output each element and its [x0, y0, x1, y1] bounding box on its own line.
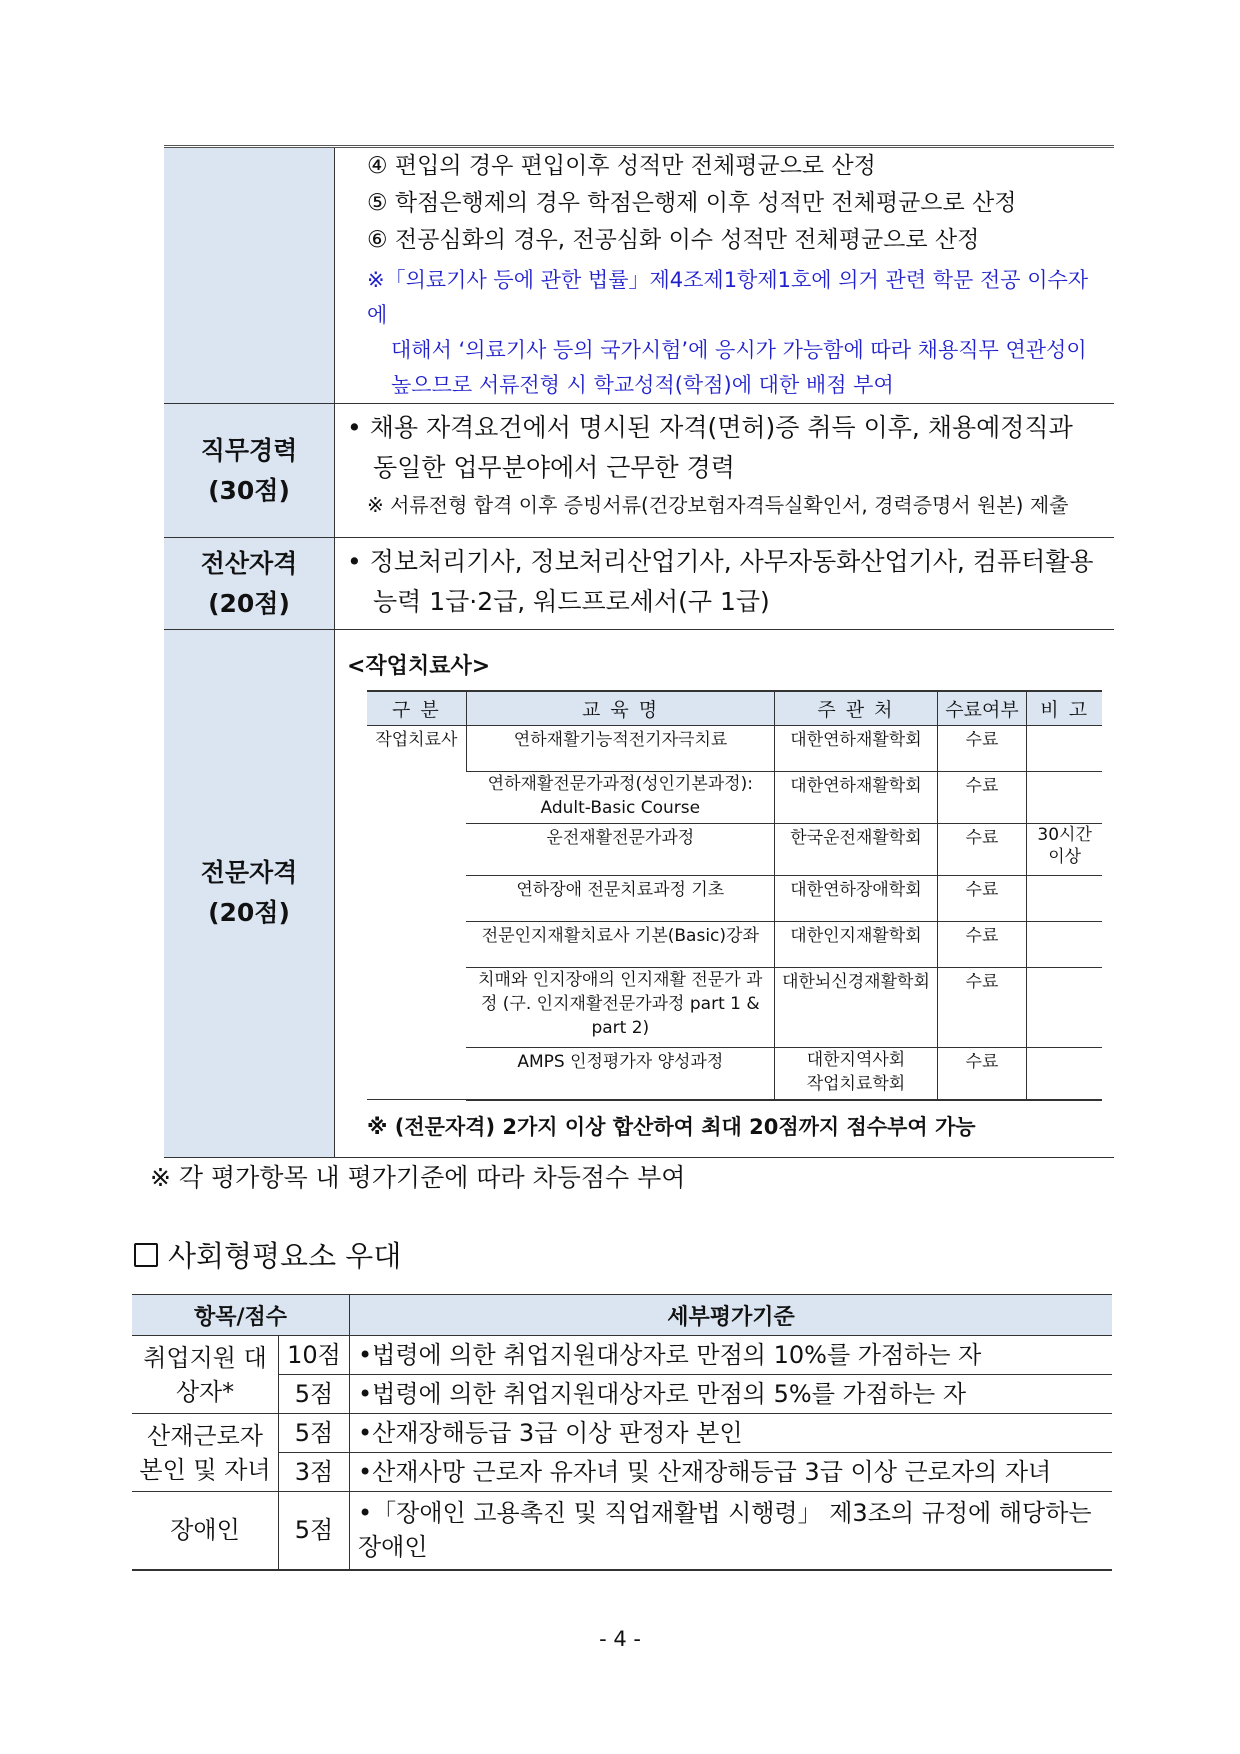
grade-rule-5: ⑤ 학점은행제의 경우 학점은행제 이후 성적만 전체평균으로 산정 — [367, 190, 1017, 216]
job-experience-points: (30점) — [208, 475, 290, 505]
evaluation-criteria-table — [164, 145, 1114, 1158]
col-header-remark: 비 고 — [1027, 691, 1102, 726]
course-status: 수료 — [937, 968, 1027, 1048]
pro-cert-label — [164, 630, 335, 1158]
equity-points: 3점 — [279, 1453, 350, 1492]
equity-criteria: •산재장해등급 3급 이상 판정자 본인 — [350, 1414, 1113, 1453]
pro-cert-row — [164, 630, 1114, 1158]
table-row — [132, 1375, 1112, 1414]
equity-criteria: •산재사망 근로자 유자녀 및 산재장해등급 3급 이상 근로자의 자녀 — [350, 1453, 1113, 1492]
col-header-completion: 수료여부 — [937, 691, 1027, 726]
table-row — [132, 1453, 1112, 1492]
course-name: 운전재활전문가과정 — [466, 824, 775, 876]
col-header-organizer: 주 관 처 — [775, 691, 937, 726]
course-status: 수료 — [937, 824, 1027, 876]
equity-criteria: •법령에 의한 취업지원대상자로 만점의 10%를 가점하는 자 — [350, 1336, 1113, 1375]
course-name: 치매와 인지장애의 인지재활 전문가 과정 (구. 인지재활전문가과정 part 1 & part 2) — [466, 968, 775, 1048]
table-row — [367, 1048, 1102, 1100]
course-table — [367, 690, 1102, 1101]
job-experience-row — [164, 404, 1114, 538]
course-remark — [1027, 968, 1102, 1048]
pro-cert-points: (20점) — [208, 898, 290, 928]
it-cert-bullet-line: • 정보처리기사, 정보처리산업기사, 사무자동화산업기사, 컴퓨터활용 — [347, 547, 1094, 576]
table-row — [367, 824, 1102, 876]
equity-criteria: •「장애인 고용촉진 및 직업재활법 시행령」 제3조의 규정에 해당하는 장애인 — [350, 1492, 1113, 1570]
equity-points: 5점 — [279, 1492, 350, 1570]
it-cert-bullet-line: 능력 1급·2급, 워드프로세서(구 1급) — [373, 587, 770, 616]
section-title-social-equity — [134, 1236, 401, 1276]
course-status: 수료 — [937, 1048, 1027, 1100]
occupational-therapist-subtitle: <작업치료사> — [347, 654, 491, 679]
course-remark: 30시간 이상 — [1027, 824, 1102, 876]
course-organizer: 대한연하장애학회 — [775, 876, 937, 922]
grade-rule-4: ④ 편입의 경우 편입이후 성적만 전체평균으로 산정 — [367, 153, 876, 179]
pro-cert-title: 전문자격 — [200, 858, 298, 888]
it-cert-label — [164, 538, 335, 630]
col-header-category: 구 분 — [367, 691, 466, 726]
pro-cert-note: ※ (전문자격) 2가지 이상 합산하여 최대 20점까지 점수부여 가능 — [367, 1114, 976, 1139]
col-header-course: 교 육 명 — [466, 691, 775, 726]
school-grades-content — [335, 147, 1115, 404]
course-organizer: 한국운전재활학회 — [775, 824, 937, 876]
checkbox-square-icon — [134, 1243, 158, 1267]
course-remark — [1027, 1048, 1102, 1100]
equity-category: 산재근로자 본인 및 자녀 — [132, 1414, 279, 1492]
job-experience-note: ※ 서류전형 합격 이후 증빙서류(건강보험자격득실확인서, 경력증명서 원본) 제출 — [367, 493, 1069, 517]
job-experience-title: 직무경력 — [200, 435, 298, 465]
course-remark — [1027, 772, 1102, 824]
equity-points: 10점 — [279, 1336, 350, 1375]
table-row — [367, 968, 1102, 1048]
social-equity-table — [132, 1294, 1112, 1571]
equity-points: 5점 — [279, 1414, 350, 1453]
it-cert-title: 전산자격 — [200, 548, 298, 578]
table-row — [132, 1414, 1112, 1453]
it-cert-bullet — [347, 542, 1106, 622]
table-row — [367, 726, 1102, 772]
course-table-header — [367, 691, 1102, 726]
equity-criteria: •법령에 의한 취업지원대상자로 만점의 5%를 가점하는 자 — [350, 1375, 1113, 1414]
grade-legal-note — [347, 263, 1106, 403]
col-header-criteria: 세부평가기준 — [350, 1295, 1113, 1336]
equity-category: 취업지원 대상자* — [132, 1336, 279, 1414]
grade-rule-6: ⑥ 전공심화의 경우, 전공심화 이수 성적만 전체평균으로 산정 — [367, 227, 980, 253]
grade-legal-note-line: 대해서 ‘의료기사 등의 국가시험’에 응시가 가능함에 따라 채용직무 연관성이 — [391, 338, 1087, 362]
table-row — [367, 876, 1102, 922]
equity-points: 5점 — [279, 1375, 350, 1414]
equity-table-header — [132, 1295, 1112, 1336]
it-cert-content — [335, 538, 1115, 630]
course-name: 연하장애 전문치료과정 기초 — [466, 876, 775, 922]
col-header-item-score: 항목/점수 — [132, 1295, 350, 1336]
school-grades-label-cell — [164, 147, 335, 404]
course-organizer: 대한지역사회 작업치료학회 — [775, 1048, 937, 1100]
job-experience-bullet — [347, 408, 1106, 488]
table-row — [132, 1492, 1112, 1570]
equity-category: 장애인 — [132, 1492, 279, 1570]
it-cert-points: (20점) — [208, 588, 290, 618]
course-name: 연하재활기능적전기자극치료 — [466, 726, 775, 772]
course-status: 수료 — [937, 726, 1027, 772]
table-row — [132, 1336, 1112, 1375]
page-number: - 4 - — [599, 1627, 641, 1651]
section-title-text: 사회형평요소 우대 — [168, 1239, 402, 1273]
job-experience-content — [335, 404, 1115, 538]
course-organizer: 대한인지재활학회 — [775, 922, 937, 968]
grade-legal-note-line: 높으므로 서류전형 시 학교성적(학점)에 대한 배점 부여 — [391, 373, 894, 397]
job-experience-bullet-line: 동일한 업무분야에서 근무한 경력 — [373, 453, 735, 482]
course-name: AMPS 인정평가자 양성과정 — [466, 1048, 775, 1100]
course-name: 전문인지재활치료사 기본(Basic)강좌 — [466, 922, 775, 968]
it-cert-row — [164, 538, 1114, 630]
course-remark — [1027, 726, 1102, 772]
course-organizer: 대한연하재활학회 — [775, 726, 937, 772]
course-remark — [1027, 922, 1102, 968]
course-organizer: 대한연하재활학회 — [775, 772, 937, 824]
table-row — [367, 772, 1102, 824]
course-remark — [1027, 876, 1102, 922]
pro-cert-content — [335, 630, 1115, 1158]
job-experience-bullet-line: • 채용 자격요건에서 명시된 자격(면허)증 취득 이후, 채용예정직과 — [347, 413, 1073, 442]
job-experience-label — [164, 404, 335, 538]
course-status: 수료 — [937, 876, 1027, 922]
grade-legal-note-line: ※「의료기사 등에 관한 법률」제4조제1항제1호에 의거 관련 학문 전공 이수자에 — [367, 268, 1089, 327]
differential-score-footnote: ※ 각 평가항목 내 평가기준에 따라 차등점수 부여 — [150, 1163, 686, 1192]
school-grades-row — [164, 147, 1114, 404]
course-status: 수료 — [937, 922, 1027, 968]
course-category-cell: 작업치료사 — [367, 726, 466, 1100]
course-organizer: 대한뇌신경재활학회 — [775, 968, 937, 1048]
course-status: 수료 — [937, 772, 1027, 824]
course-name: 연하재활전문가과정(성인기본과정): Adult-Basic Course — [466, 772, 775, 824]
table-row — [367, 922, 1102, 968]
